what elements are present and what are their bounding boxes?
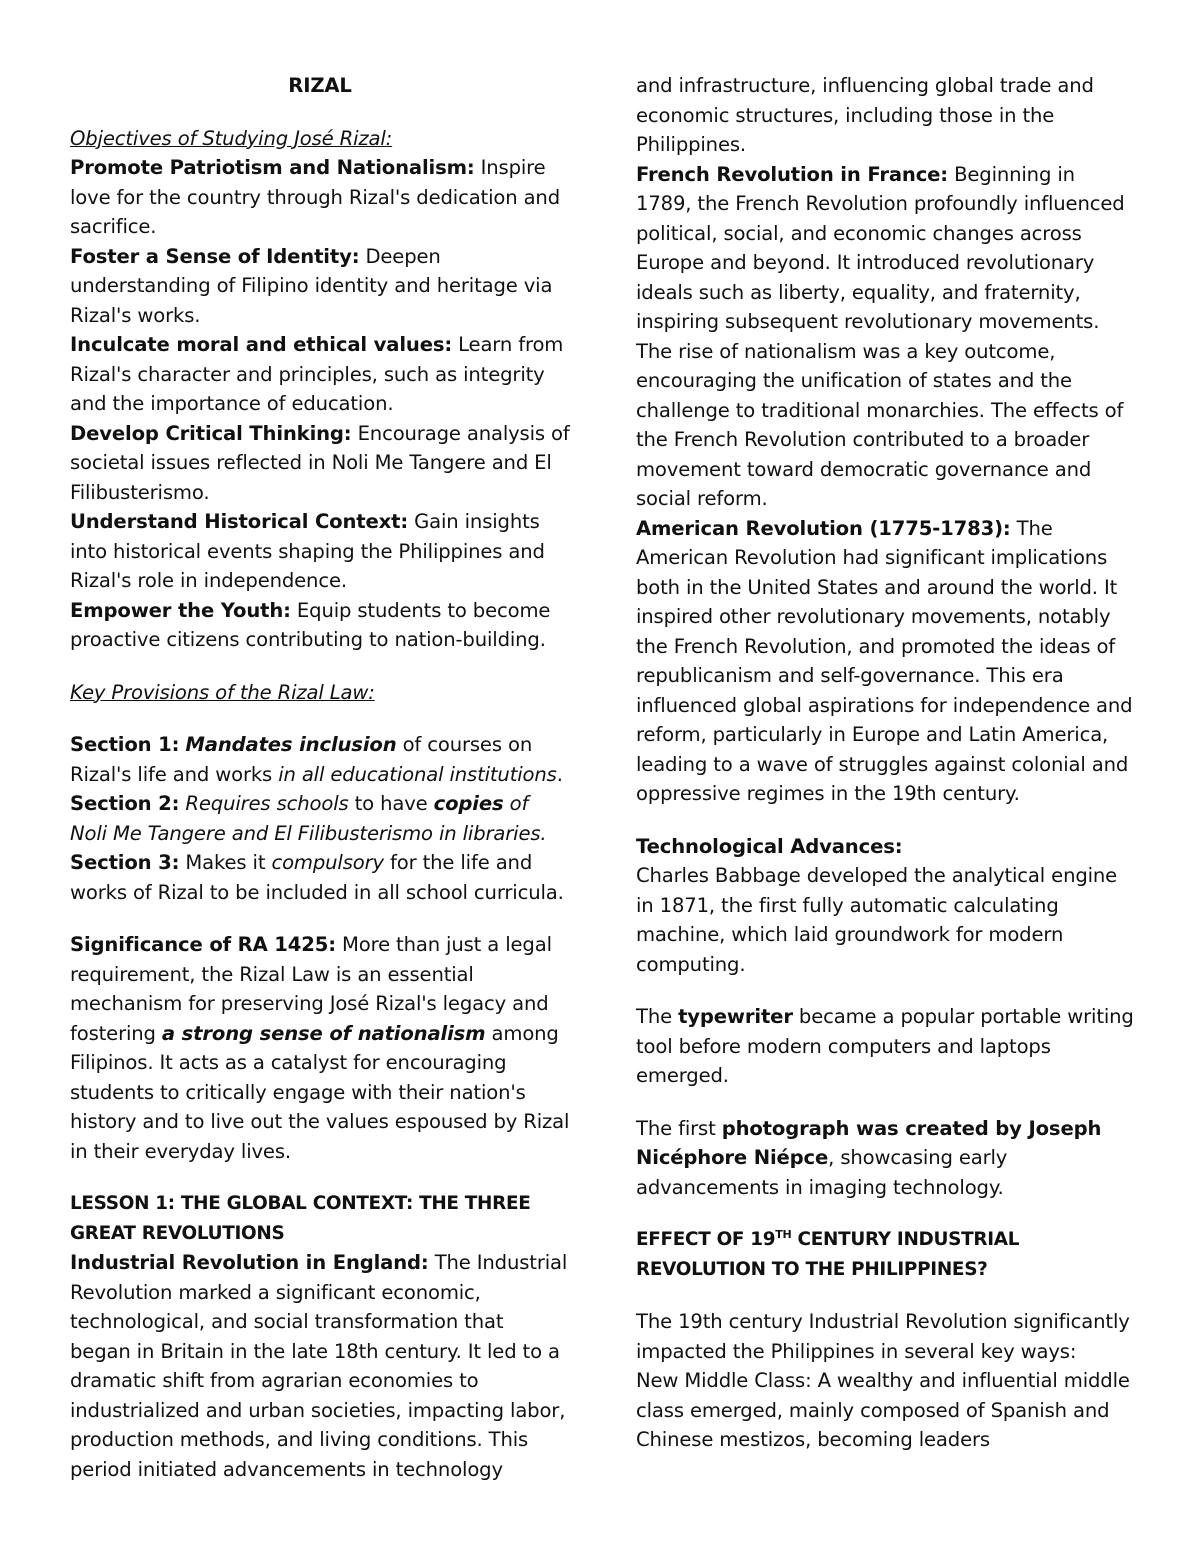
effect-intro: The 19th century Industrial Revolution significantly impacted the Philippines in several key ways: bbox=[636, 1310, 1130, 1363]
typewriter-paragraph bbox=[636, 1002, 1136, 1091]
left-column bbox=[70, 71, 570, 1484]
objective-label: Promote Patriotism and Nationalism: bbox=[70, 156, 475, 179]
typewriter-text: became a popular portable writing tool before modern computers and laptops emerged. bbox=[636, 1005, 1134, 1087]
section-3-end: for the life and works of Rizal to be included in all school curricula. bbox=[70, 851, 564, 904]
section-2-italic-end: of Noli Me Tangere and El Filibusterismo in libraries. bbox=[70, 792, 547, 845]
significance-label: Significance of RA 1425: bbox=[70, 933, 336, 956]
industrial-text: The Industrial Revolution marked a significant economic, technological, and social transformation that began in Britain in the late 18th century. It led to a dramatic shift from agrarian economies to industrialized and urban societies, impacting labor, production methods, and living conditions. This period initiated advancements in technology bbox=[70, 1251, 568, 1481]
section-1-end: . bbox=[556, 762, 563, 786]
objective-item bbox=[70, 419, 570, 508]
section-1-label: Section 1: bbox=[70, 733, 180, 756]
section-3-text: Makes it bbox=[179, 851, 272, 874]
industrial-continued: and infrastructure, influencing global trade and economic structures, including those in the Philippines. bbox=[636, 74, 1094, 156]
objective-label: Foster a Sense of Identity: bbox=[70, 244, 360, 268]
spacer bbox=[70, 1166, 570, 1189]
objective-text: Encourage analysis of societal issues reflected in Noli Me Tangere and El Filibusterismo. bbox=[70, 421, 570, 504]
section-3-label: Section 3: bbox=[70, 851, 180, 874]
spacer bbox=[636, 809, 1136, 832]
section-1 bbox=[70, 730, 570, 789]
spacer bbox=[70, 655, 570, 678]
provisions-heading: Key Provisions of the Rizal Law: bbox=[70, 680, 375, 704]
french-paragraph bbox=[636, 160, 1136, 514]
spacer bbox=[70, 907, 570, 930]
objective-label: Understand Historical Context: bbox=[70, 510, 409, 533]
typewriter-emphasis: typewriter bbox=[678, 1005, 793, 1028]
effect-heading bbox=[636, 1225, 1136, 1284]
objective-label: Empower the Youth: bbox=[70, 598, 291, 622]
section-2-label: Section 2: bbox=[70, 792, 180, 815]
photo-paragraph bbox=[636, 1114, 1136, 1203]
spacer bbox=[636, 1091, 1136, 1114]
objective-text: Gain insights into historical events shaping the Philippines and Rizal's role in independence. bbox=[70, 510, 545, 592]
objective-label: Develop Critical Thinking: bbox=[70, 421, 352, 445]
objective-text: Equip students to become proactive citizens contributing to nation-building. bbox=[70, 598, 551, 651]
objective-item bbox=[70, 507, 570, 596]
effect-heading-pre: EFFECT OF 19 bbox=[636, 1229, 776, 1250]
objective-text: Deepen understanding of Filipino identity and heritage via Rizal's works. bbox=[70, 244, 553, 327]
section-2 bbox=[70, 789, 570, 848]
american-label: American Revolution (1775-1783): bbox=[636, 516, 1011, 540]
objectives-heading: Objectives of Studying José Rizal: bbox=[70, 126, 393, 150]
spacer bbox=[70, 101, 570, 124]
section-3 bbox=[70, 848, 570, 907]
photo-pre: The first bbox=[636, 1116, 722, 1140]
page-title: RIZAL bbox=[288, 74, 352, 97]
objective-item bbox=[70, 242, 570, 331]
french-text: Beginning in 1789, the French Revolution profoundly influenced political, social, and economic changes across Europe and beyond. It introduced revolutionary ideals such as liberty, equality, and fraternity, inspiring subsequent revolutionary movements. The rise of nationalism was a key outcome, encouraging the unification of states and the challenge to traditional monarchies. The effects of the French Revolution contributed to a broader movement toward democratic governance and social reform. bbox=[636, 162, 1125, 510]
section-2-emphasis: copies bbox=[433, 792, 504, 815]
tech-paragraph: Charles Babbage developed the analytical engine in 1871, the first fully automatic calculating machine, which laid groundwork for modern computing. bbox=[636, 864, 1118, 976]
section-2-italic: Requires schools bbox=[185, 792, 349, 815]
section-1-text: of courses on Rizal's life and works bbox=[70, 733, 533, 786]
industrial-label: Industrial Revolution in England: bbox=[70, 1251, 429, 1274]
spacer bbox=[636, 979, 1136, 1002]
section-3-italic: compulsory bbox=[271, 851, 384, 874]
tech-heading: Technological Advances: bbox=[636, 834, 903, 858]
american-text: The American Revolution had significant implications both in the United States and around the world. It inspired other revolutionary movements, notably the French Revolution, and promoted the ideas of republicanism and self-governance. This era influenced global aspirations for independence and reform, particularly in Europe and Latin America, leading to a wave of struggles against colonial and oppressive regimes in the 19th century. bbox=[636, 516, 1133, 805]
spacer bbox=[636, 1284, 1136, 1307]
lesson-heading: LESSON 1: THE GLOBAL CONTEXT: THE THREE GREAT REVOLUTIONS bbox=[70, 1193, 531, 1244]
significance-paragraph bbox=[70, 930, 570, 1166]
significance-text-end: among Filipinos. It acts as a catalyst for encouraging students to critically engage with their nation's history and to live out the values espoused by Rizal in their everyday lives. bbox=[70, 1021, 570, 1163]
section-1-italic: in all educational institutions bbox=[278, 762, 557, 786]
objective-text: Learn from Rizal's character and principles, such as integrity and the importance of education. bbox=[70, 333, 564, 415]
photo-emphasis: photograph was created by Joseph Nicéphore Niépce bbox=[636, 1116, 1102, 1169]
objective-item bbox=[70, 596, 570, 655]
american-paragraph bbox=[636, 514, 1136, 809]
significance-emphasis: a strong sense of nationalism bbox=[161, 1021, 486, 1045]
objective-item bbox=[70, 330, 570, 419]
effect-middle-class: New Middle Class: A wealthy and influential middle class emerged, mainly composed of Spanish and Chinese mestizos, becoming leaders bbox=[636, 1369, 1130, 1451]
significance-text: More than just a legal requirement, the Rizal Law is an essential mechanism for preserving José Rizal's legacy and fostering bbox=[70, 933, 552, 1045]
photo-text: , showcasing early advancements in imaging technology. bbox=[636, 1146, 1008, 1199]
effect-heading-post: CENTURY INDUSTRIAL REVOLUTION TO THE PHILIPPINES? bbox=[636, 1229, 1020, 1280]
typewriter-pre: The bbox=[636, 1005, 679, 1028]
french-label: French Revolution in France: bbox=[636, 162, 948, 186]
spacer bbox=[70, 707, 570, 730]
section-1-emphasis: Mandates inclusion bbox=[185, 733, 397, 756]
section-2-text: to have bbox=[348, 792, 434, 815]
right-column bbox=[636, 71, 1136, 1455]
objective-text: Inspire love for the country through Rizal's dedication and sacrifice. bbox=[70, 156, 560, 238]
spacer bbox=[636, 1202, 1136, 1225]
objectives-list bbox=[70, 153, 570, 655]
industrial-paragraph bbox=[70, 1248, 570, 1484]
effect-heading-sup: TH bbox=[775, 1227, 792, 1241]
objective-item bbox=[70, 153, 570, 242]
objective-label: Inculcate moral and ethical values: bbox=[70, 333, 453, 356]
